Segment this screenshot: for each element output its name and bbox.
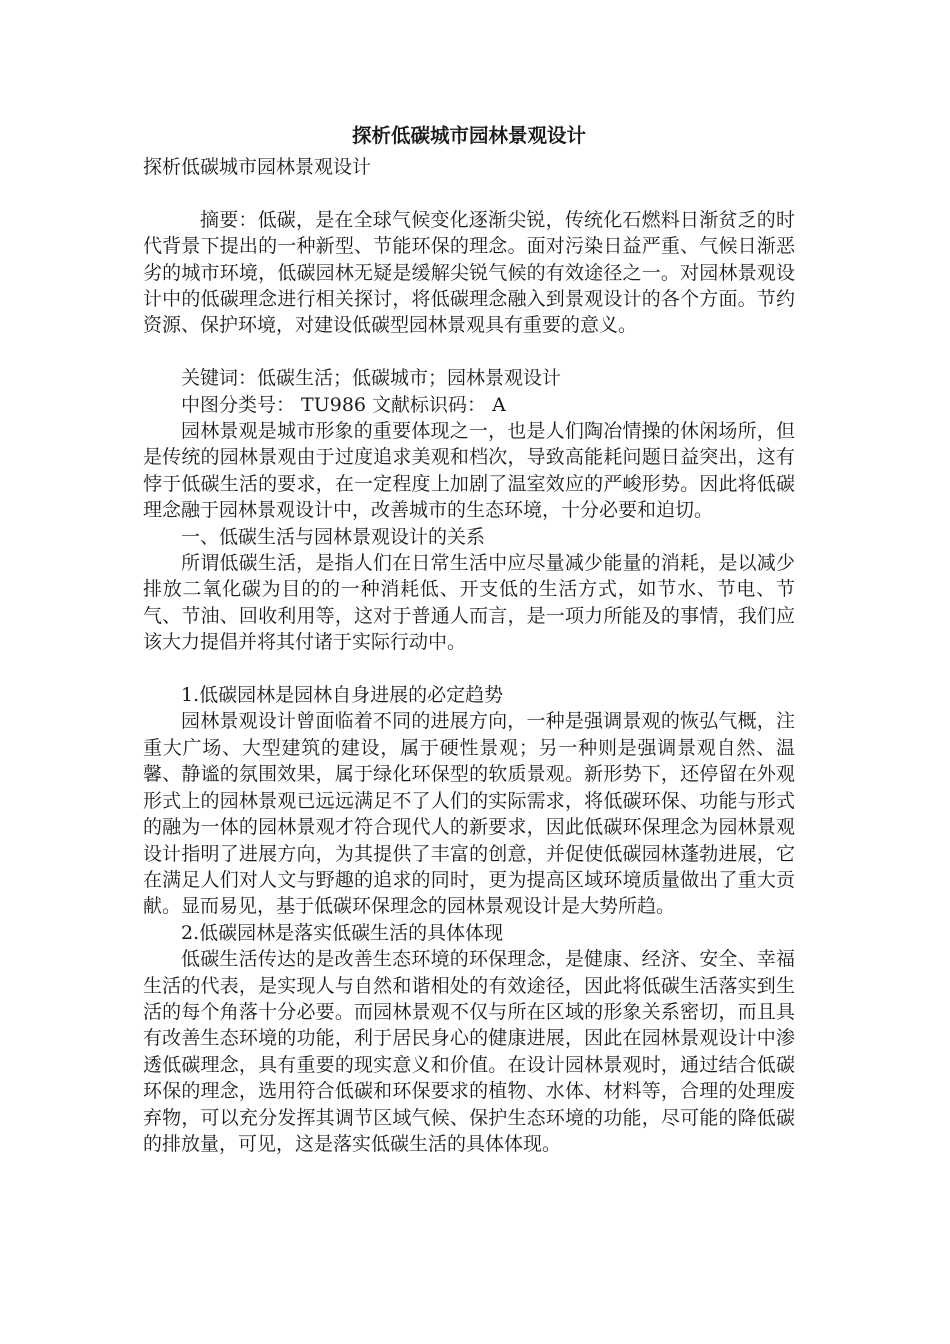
document-subtitle: 探析低碳城市园林景观设计 [143,156,372,178]
abstract-paragraph: 摘要：低碳，是在全球气候变化逐渐尖锐，传统化石燃料日渐贫乏的时代背景下提出的一种新型、节能环保的理念。面对污染日益严重、气候日渐恶劣的城市环境，低碳园林无疑是缓解尖锐气候的有效途径之一。对园林景观设计中的低碳理念进行相关探讨，将低碳理念融入到景观设计的各个方面。节约资源、保护环境，对建设低碳型园林景观具有重要的意义。 [143,208,795,337]
intro-paragraph: 园林景观是城市形象的重要体现之一，也是人们陶冶情操的休闲场所，但是传统的园林景观由于过度追求美观和档次，导致高能耗问题日益突出，这有悖于低碳生活的要求，在一定程度上加剧了温室效应的严峻形势。因此将低碳理念融于园林景观设计中，改善城市的生态环境，十分必要和迫切。 [143,420,795,522]
keywords-line: 关键词：低碳生活；低碳城市；园林景观设计 [181,367,562,390]
blank-line [143,656,795,682]
blank-line [143,180,795,206]
document-title: 探析低碳城市园林景观设计 [351,124,586,147]
document-page [143,118,795,1157]
section-paragraph: 所谓低碳生活，是指人们在日常生活中应尽量减少能量的消耗，是以减少排放二氧化碳为目的的一种消耗低、开支低的生活方式，如节水、节电、节气、节油、回收利用等，这对于普通人而言，是一项力所能及的事情，我们应该大力提倡并将其付诸于实际行动中。 [143,552,795,654]
subsection-heading: 2.低碳园林是落实低碳生活的具体体现 [181,921,504,944]
subsection-paragraph: 园林景观设计曾面临着不同的进展方向，一种是强调景观的恢弘气概，注重大广场、大型建筑的建设，属于硬性景观；另一种则是强调景观自然、温馨、静谧的氛围效果，属于绿化环保型的软质景观。新形势下，还停留在外观形式上的园林景观已远远满足不了人们的实际需求，将低碳环保、功能与形式的融为一体的园林景观才符合现代人的新要求，因此低碳环保理念为园林景观设计指明了进展方向，为其提供了丰富的创意，并促使低碳园林蓬勃进展，它在满足人们对人文与野趣的追求的同时，更为提高区域环境质量做出了重大贡献。显而易见，基于低碳环保理念的园林景观设计是大势所趋。 [143,710,795,918]
subsection-paragraph: 低碳生活传达的是改善生态环境的环保理念，是健康、经济、安全、幸福生活的代表，是实现人与自然和谐相处的有效途径，因此将低碳生活落实到生活的每个角落十分必要。而园林景观不仅与所在区域的形象关系密切，而且具有改善生态环境的功能，利于居民身心的健康进展，因此在园林景观设计中渗透低碳理念，具有重要的现实意义和价值。在设计园林景观时，通过结合低碳环保的理念，选用符合低碳和环保要求的植物、水体、材料等，合理的处理废弃物，可以充分发挥其调节区域气候、保护生态环境的功能，尽可能的降低碳的排放量，可见，这是落实低碳生活的具体体现。 [143,948,795,1155]
subsection-heading: 1.低碳园林是园林自身进展的必定趋势 [181,684,504,707]
blank-line [143,339,795,365]
classification-line: 中图分类号： TU986 文献标识码： A [181,393,506,416]
section-heading: 一、低碳生活与园林景观设计的关系 [181,525,486,548]
